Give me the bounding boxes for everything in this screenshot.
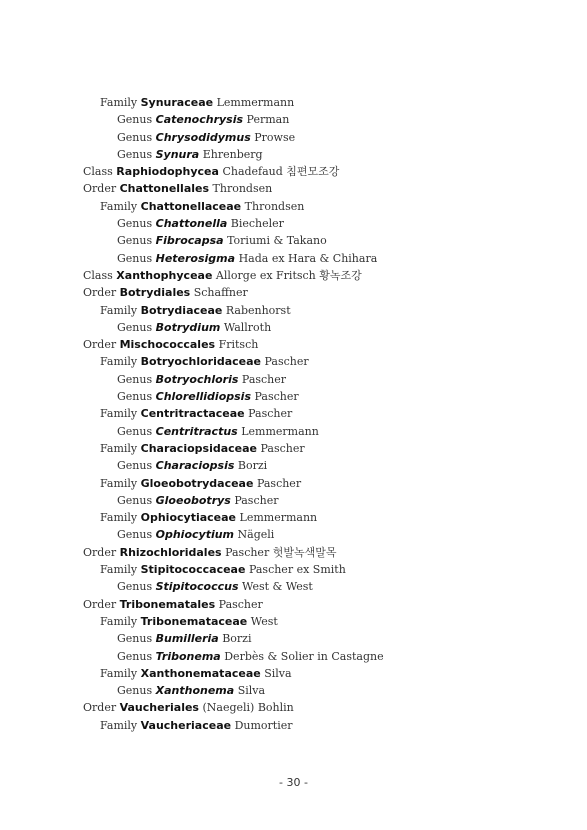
taxon-name: Tribonema [155,649,221,663]
taxon-name: Xanthophyceae [116,268,213,282]
taxon-name: Synura [155,147,200,161]
taxon-author: (Naegeli) Bohlin [202,701,294,715]
taxon-row-genus [0,146,587,163]
taxon-rank: Genus [117,493,153,507]
taxon-rank: Order [83,597,117,611]
taxon-rank: Order [83,182,117,196]
taxon-name: Botrydiales [119,286,191,300]
taxon-name: Mischococcales [119,338,216,352]
taxon-row-genus [0,215,587,232]
taxon-row-order [0,699,587,716]
taxon-author: Borzi [237,459,268,473]
taxon-name: Characiopsidaceae [140,441,258,455]
taxon-name: Stipitococcaceae [140,563,246,577]
taxon-row-family [0,717,587,734]
taxon-rank: Genus [117,113,153,127]
taxon-rank: Genus [117,234,153,248]
taxon-rank: Family [100,718,138,732]
taxon-name: Xanthonema [155,684,235,698]
taxon-rank: Order [83,701,117,715]
taxon-author: Silva [237,684,266,698]
taxon-row-genus [0,648,587,665]
taxon-author: Rabenhorst [225,303,291,317]
taxon-name: Fibrocapsa [155,234,224,248]
taxon-row-family [0,509,587,526]
taxon-row-family [0,613,587,630]
taxon-author: Allorge ex Fritsch 황녹조강 [215,268,362,282]
taxon-row-genus [0,578,587,595]
taxon-rank: Genus [117,372,153,386]
taxon-name: Heterosigma [155,251,236,265]
taxon-author: Wallroth [223,320,272,334]
taxon-name: Ophiocytiaceae [140,511,237,525]
taxon-name: Stipitococcus [155,580,239,594]
taxon-name: Vaucheriaceae [140,718,232,732]
taxon-rank: Genus [117,580,153,594]
taxon-name: Tribonematales [119,597,216,611]
taxon-rank: Family [100,476,138,490]
taxon-row-genus [0,371,587,388]
taxon-author: Chadefaud 침편모조강 [222,165,340,179]
taxon-row-family [0,475,587,492]
page-number: - 30 - [279,776,308,789]
taxon-author: Derbès & Solier in Castagne [224,649,384,663]
taxon-rank: Genus [117,147,153,161]
taxon-name: Raphiodophycea [116,165,219,179]
taxon-row-genus [0,682,587,699]
taxon-author: Perman [246,113,290,127]
taxon-name: Gloeobotrydaceae [140,476,254,490]
taxon-rank: Genus [117,632,153,646]
taxon-author: Lemmermann [241,424,319,438]
taxon-author: Throndsen [212,182,273,196]
taxon-name: Botrydium [155,320,221,334]
taxon-name: Botrydiaceae [140,303,223,317]
taxon-row-family [0,665,587,682]
taxon-rank: Family [100,511,138,525]
taxon-author: Pascher 헛발녹색말목 [225,545,337,559]
taxon-author: Lemmermann [216,96,295,109]
taxon-author: Toriumi & Takano [227,234,327,248]
taxonomy-list [0,94,587,734]
taxon-row-order [0,284,587,301]
taxon-rank: Family [100,441,138,455]
taxon-name: Chattonellaceae [140,199,242,213]
taxon-rank: Family [100,666,138,680]
taxon-author: Pascher ex Smith [248,563,346,577]
taxon-rank: Family [100,96,138,109]
taxon-rank: Family [100,355,138,369]
taxon-rank: Genus [117,684,153,698]
taxon-author: Pascher [218,597,263,611]
taxon-author: Prowse [254,130,296,144]
taxon-row-genus [0,492,587,509]
taxon-rank: Genus [117,390,153,404]
taxon-rank: Genus [117,130,153,144]
taxon-name: Catenochrysis [155,113,244,127]
taxon-rank: Genus [117,251,153,265]
taxon-name: Vaucheriales [119,701,199,715]
taxon-rank: Class [83,165,113,179]
taxon-author: Pascher [264,355,309,369]
taxon-author: Pascher [248,407,293,421]
taxon-row-genus [0,250,587,267]
taxon-name: Ophiocytium [155,528,235,542]
taxon-name: Xanthonemataceae [140,666,261,680]
taxon-name: Chlorellidiopsis [155,390,251,404]
taxon-rank: Order [83,338,117,352]
taxon-row-genus [0,319,587,336]
taxon-author: Lemmermann [239,511,318,525]
taxon-name: Centritractus [155,424,238,438]
taxon-row-order [0,336,587,353]
taxon-row-family [0,561,587,578]
taxon-name: Chrysodidymus [155,130,251,144]
taxon-row-genus [0,457,587,474]
taxon-rank: Genus [117,649,153,663]
taxon-name: Bumilleria [155,632,219,646]
taxon-row-genus [0,388,587,405]
taxon-rank: Family [100,199,138,213]
taxon-name: Chattonellales [119,182,210,196]
taxon-row-family [0,198,587,215]
taxon-rank: Family [100,614,138,628]
taxon-name: Gloeobotrys [155,493,231,507]
taxon-rank: Class [83,268,113,282]
taxon-rank: Genus [117,459,153,473]
taxon-name: Centritractaceae [140,407,245,421]
taxon-row-genus [0,129,587,146]
taxon-row-genus [0,630,587,647]
taxon-row-order [0,544,587,561]
taxon-row-family [0,353,587,370]
taxon-name: Botryochloridaceae [140,355,262,369]
taxon-name: Synuraceae [140,96,214,109]
taxon-author: Silva [264,666,292,680]
taxon-name: Characiopsis [155,459,235,473]
taxon-row-family [0,94,587,111]
taxon-rank: Genus [117,528,153,542]
taxon-row-family [0,405,587,422]
taxon-rank: Order [83,286,117,300]
taxon-name: Tribonemataceae [140,614,248,628]
taxon-row-genus [0,232,587,249]
taxon-rank: Order [83,545,117,559]
taxon-rank: Family [100,303,138,317]
taxon-author: Biecheler [230,217,284,231]
taxon-author: Dumortier [234,718,293,732]
taxon-name: Botryochloris [155,372,239,386]
taxon-row-family [0,302,587,319]
taxon-name: Rhizochloridales [119,545,222,559]
taxon-author: Borzi [222,632,252,646]
taxon-author: Hada ex Hara & Chihara [238,251,378,265]
taxon-row-genus [0,423,587,440]
taxon-author: Pascher [260,441,305,455]
taxon-row-order [0,596,587,613]
taxon-author: Ehrenberg [202,147,263,161]
taxon-author: Pascher [234,493,279,507]
taxon-row-family [0,440,587,457]
taxon-author: Pascher [241,372,287,386]
taxon-author: Pascher [254,390,299,404]
taxon-author: Nägeli [237,528,275,542]
taxon-rank: Family [100,563,138,577]
taxon-rank: Family [100,407,138,421]
taxon-name: Chattonella [155,217,228,231]
taxon-row-class [0,163,587,180]
taxon-author: Fritsch [218,338,259,352]
taxon-row-class [0,267,587,284]
taxon-author: West [250,614,278,628]
taxon-author: West & West [242,580,313,594]
taxon-row-genus [0,111,587,128]
taxon-row-genus [0,526,587,543]
taxon-author: Pascher [256,476,302,490]
taxon-rank: Genus [117,320,153,334]
taxon-rank: Genus [117,217,153,231]
taxon-author: Schaffner [193,286,248,300]
taxon-author: Throndsen [244,199,305,213]
taxon-rank: Genus [117,424,153,438]
taxon-row-order [0,180,587,197]
